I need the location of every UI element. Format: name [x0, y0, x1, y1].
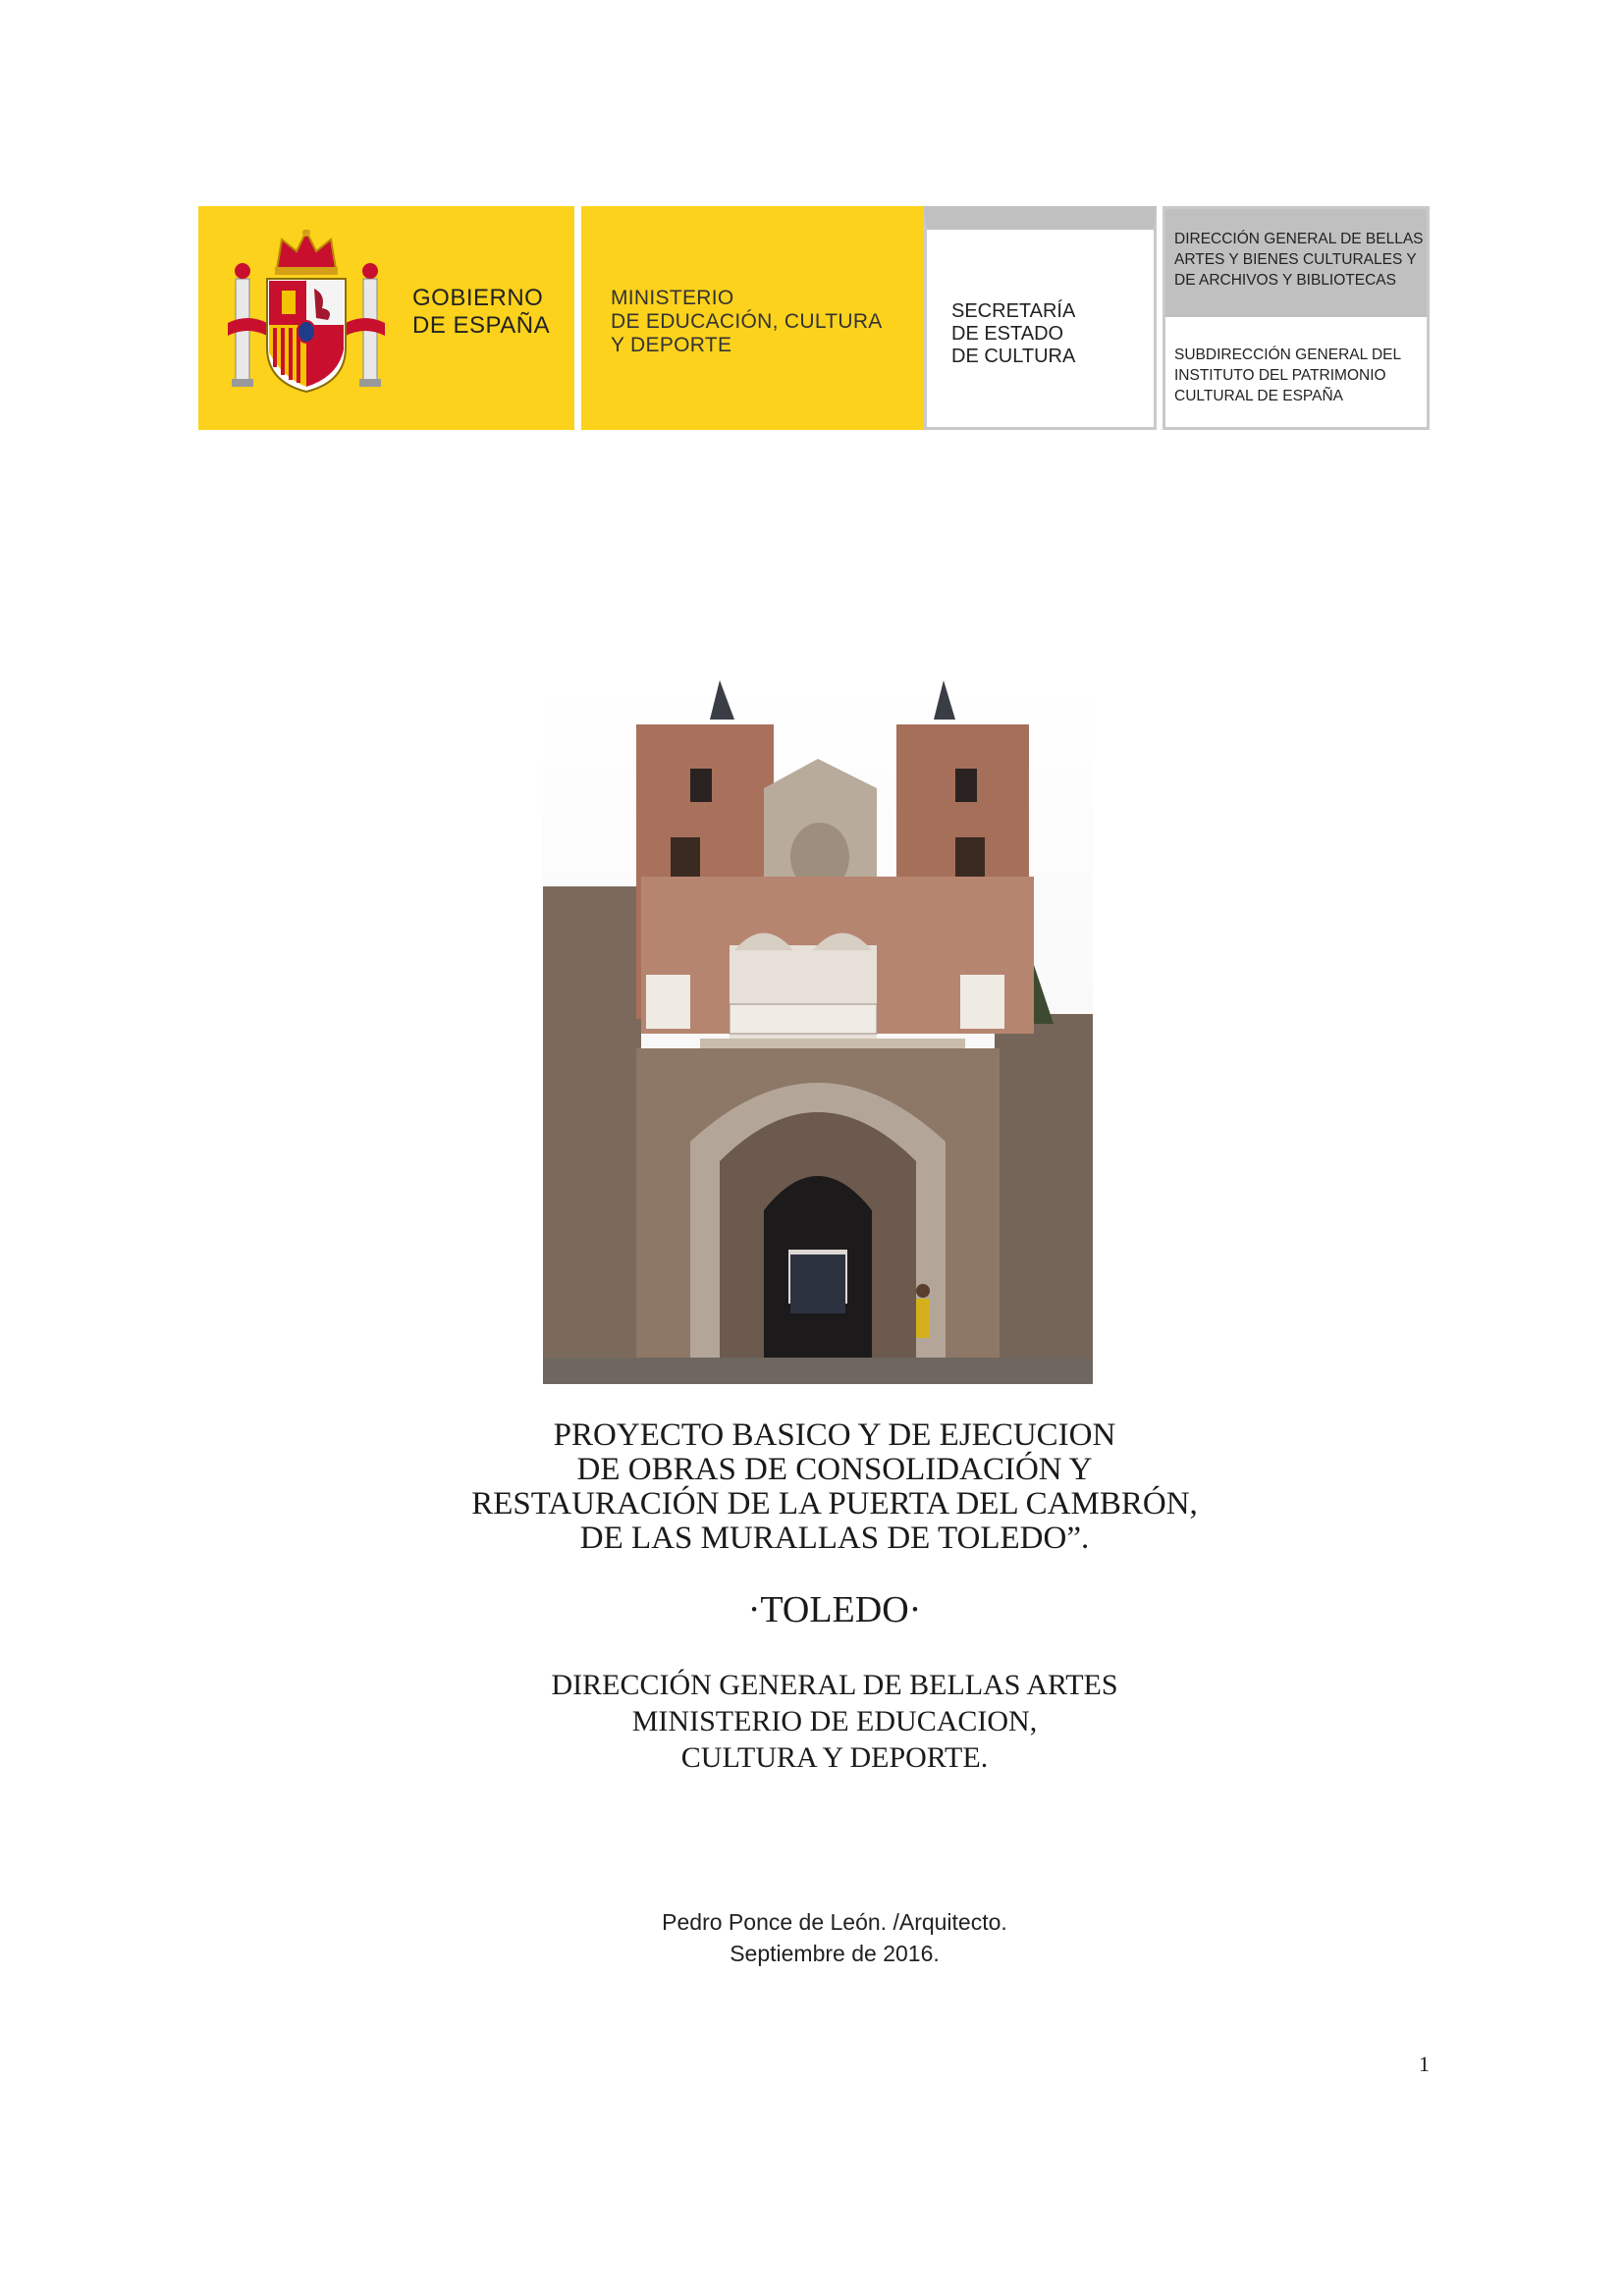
gobierno-text: GOBIERNO DE ESPAÑA: [412, 285, 551, 339]
ministerio-text: MINISTERIO DE EDUCACIÓN, CULTURA Y DEPORTE: [611, 287, 883, 356]
institutional-header: [198, 206, 1430, 430]
author-name: Pedro Ponce de León. /Arquitecto.: [662, 1909, 1007, 1935]
ministerio-block: [581, 206, 924, 430]
page-number: 1: [1419, 2052, 1430, 2076]
direccion-block: [1163, 206, 1430, 430]
secretaria-text: SECRETARÍA DE ESTADO DE CULTURA: [951, 300, 1076, 367]
gobierno-block: [198, 206, 574, 430]
coat-of-arms-icon: [228, 230, 385, 406]
location-heading: ·TOLEDO·: [747, 1589, 922, 1630]
project-title: PROYECTO BASICO Y DE EJECUCION DE OBRAS DE CONSOLIDACIÓN Y RESTAURACIÓN DE LA PUERTA DEL CAMBRÓN, DE LAS MURALLAS DE TOLEDO”.: [471, 1417, 1198, 1556]
direccion-text: DIRECCIÓN GENERAL DE BELLAS ARTES Y BIENES CULTURALES Y DE ARCHIVOS Y BIBLIOTECAS: [1174, 231, 1424, 289]
secretaria-block: [924, 206, 1157, 430]
institution-block: DIRECCIÓN GENERAL DE BELLAS ARTES MINISTERIO DE EDUCACION, CULTURA Y DEPORTE.: [551, 1669, 1118, 1774]
subdireccion-text: SUBDIRECCIÓN GENERAL DEL INSTITUTO DEL PATRIMONIO CULTURAL DE ESPAÑA: [1174, 347, 1402, 404]
document-date: Septiembre de 2016.: [730, 1941, 940, 1966]
puerta-del-cambron-photo: [543, 680, 1093, 1384]
author-block: [491, 1906, 1178, 1969]
